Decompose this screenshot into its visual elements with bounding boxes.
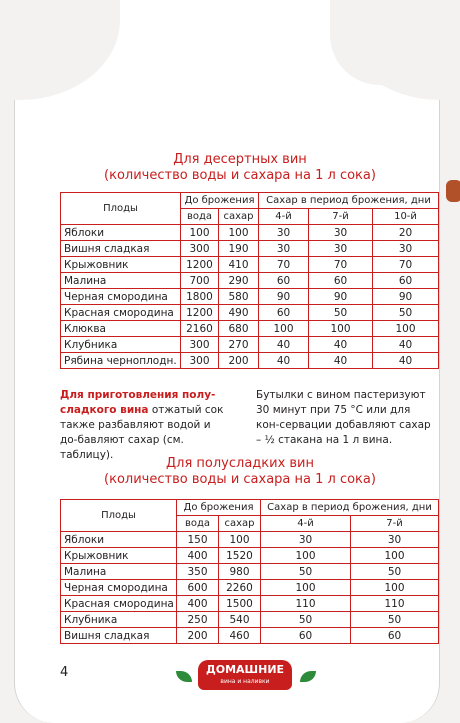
cell-day4: 60	[259, 305, 309, 321]
cell-fruit: Вишня сладкая	[61, 628, 177, 644]
cell-fruit: Клюква	[61, 321, 181, 337]
cell-sugar: 1520	[219, 548, 261, 564]
header-before: До брожения	[181, 193, 259, 209]
header-day10: 10-й	[373, 209, 439, 225]
cell-day4: 50	[261, 564, 351, 580]
table-row	[61, 628, 439, 644]
header-day7: 7-й	[351, 516, 439, 532]
section1-title	[40, 152, 440, 184]
section2-title	[40, 456, 440, 488]
table-row	[61, 612, 439, 628]
cell-fruit: Рябина черноплодн.	[61, 353, 181, 369]
cell-fruit: Красная смородина	[61, 305, 181, 321]
cell-fruit: Черная смородина	[61, 580, 177, 596]
header-day4: 4-й	[261, 516, 351, 532]
cell-day7: 100	[351, 580, 439, 596]
cell-sugar: 2260	[219, 580, 261, 596]
cell-water: 1800	[181, 289, 219, 305]
cell-water: 1200	[181, 257, 219, 273]
cell-water: 300	[181, 241, 219, 257]
cell-water: 300	[181, 337, 219, 353]
cell-fruit: Клубника	[61, 612, 177, 628]
section1-title-line2: (количество воды и сахара на 1 л сока)	[104, 168, 376, 183]
cell-sugar: 460	[219, 628, 261, 644]
cell-day4: 60	[259, 273, 309, 289]
cell-water: 250	[177, 612, 219, 628]
cell-sugar: 580	[219, 289, 259, 305]
cell-water: 600	[177, 580, 219, 596]
header-water: вода	[181, 209, 219, 225]
pasteurize-paragraph: Бутылки с вином пастеризуют 30 минут при 75 °С или для кон-сервации добавляют сахар – ½ стакана на 1 л вина.	[256, 389, 431, 446]
table-row	[61, 225, 439, 241]
cell-water: 300	[181, 353, 219, 369]
logo-line2: вина и наливки	[220, 678, 270, 685]
cell-day10: 40	[373, 337, 439, 353]
semi-sweet-paragraph-rest: отжатый сок также разбавляют водой и до-бавляют сахар (см. таблицу).	[60, 404, 224, 461]
cell-day4: 30	[259, 241, 309, 257]
cell-day7: 110	[351, 596, 439, 612]
header-fruits: Плоды	[61, 193, 181, 225]
cell-day10: 30	[373, 241, 439, 257]
page-number: 4	[60, 665, 69, 680]
brand-logo	[198, 660, 292, 690]
section2-title-line2: (количество воды и сахара на 1 л сока)	[104, 472, 376, 487]
table-row	[61, 241, 439, 257]
header-day4: 4-й	[259, 209, 309, 225]
cell-day4: 50	[261, 612, 351, 628]
cell-sugar: 490	[219, 305, 259, 321]
cell-day7: 100	[351, 548, 439, 564]
cell-day4: 60	[261, 628, 351, 644]
table-row	[61, 257, 439, 273]
cell-fruit: Вишня сладкая	[61, 241, 181, 257]
table-row	[61, 564, 439, 580]
table-row	[61, 337, 439, 353]
table-row	[61, 273, 439, 289]
cell-day7: 30	[309, 241, 373, 257]
cell-sugar: 1500	[219, 596, 261, 612]
cell-day4: 30	[261, 532, 351, 548]
logo-line1: ДОМАШНИЕ	[205, 663, 285, 676]
header-day7: 7-й	[309, 209, 373, 225]
cell-day7: 100	[309, 321, 373, 337]
cell-day7: 90	[309, 289, 373, 305]
cell-fruit: Малина	[61, 564, 177, 580]
cell-fruit: Крыжовник	[61, 257, 181, 273]
cell-day4: 70	[259, 257, 309, 273]
cell-day10: 60	[373, 273, 439, 289]
cell-sugar: 100	[219, 532, 261, 548]
header-sugar-period: Сахар в период брожения, дни	[259, 193, 439, 209]
dessert-wine-table	[60, 192, 439, 369]
table-row	[61, 532, 439, 548]
cell-day7: 50	[351, 612, 439, 628]
cell-fruit: Малина	[61, 273, 181, 289]
header-water: вода	[177, 516, 219, 532]
header-before: До брожения	[177, 500, 261, 516]
header-fruits: Плоды	[61, 500, 177, 532]
cell-sugar: 290	[219, 273, 259, 289]
cell-day7: 60	[309, 273, 373, 289]
cell-day4: 40	[259, 337, 309, 353]
cell-fruit: Черная смородина	[61, 289, 181, 305]
cell-sugar: 540	[219, 612, 261, 628]
cell-sugar: 980	[219, 564, 261, 580]
cell-sugar: 200	[219, 353, 259, 369]
section2-title-line1: Для полусладких вин	[165, 456, 315, 471]
table-row	[61, 580, 439, 596]
cell-day7: 50	[351, 564, 439, 580]
cell-water: 400	[177, 596, 219, 612]
semi-sweet-paragraph-bold: Для приготовления полу-сладкого вина	[60, 389, 216, 416]
table-row	[61, 353, 439, 369]
cell-day7: 30	[309, 225, 373, 241]
cell-fruit: Яблоки	[61, 225, 181, 241]
cell-water: 400	[177, 548, 219, 564]
header-sugar: сахар	[219, 209, 259, 225]
cell-water: 100	[181, 225, 219, 241]
table-row	[61, 321, 439, 337]
cell-day4: 100	[261, 548, 351, 564]
cell-fruit: Яблоки	[61, 532, 177, 548]
cell-water: 200	[177, 628, 219, 644]
cell-day10: 50	[373, 305, 439, 321]
cell-day4: 100	[261, 580, 351, 596]
cell-day7: 50	[309, 305, 373, 321]
side-mark	[446, 180, 460, 202]
cell-water: 1200	[181, 305, 219, 321]
cell-day10: 70	[373, 257, 439, 273]
cell-sugar: 410	[219, 257, 259, 273]
table-row	[61, 305, 439, 321]
cell-day7: 60	[351, 628, 439, 644]
table-row	[61, 596, 439, 612]
cell-sugar: 270	[219, 337, 259, 353]
cell-day10: 100	[373, 321, 439, 337]
cell-sugar: 100	[219, 225, 259, 241]
semi-sweet-paragraph	[60, 388, 230, 463]
cell-day4: 100	[259, 321, 309, 337]
header-sugar-period: Сахар в период брожения, дни	[261, 500, 439, 516]
cell-water: 700	[181, 273, 219, 289]
cell-fruit: Клубника	[61, 337, 181, 353]
table-row	[61, 548, 439, 564]
semi-sweet-wine-table	[60, 499, 439, 644]
cell-fruit: Крыжовник	[61, 548, 177, 564]
header-sugar: сахар	[219, 516, 261, 532]
cell-day7: 40	[309, 353, 373, 369]
cell-water: 2160	[181, 321, 219, 337]
cell-day10: 20	[373, 225, 439, 241]
cell-day7: 40	[309, 337, 373, 353]
cell-day7: 30	[351, 532, 439, 548]
cell-fruit: Красная смородина	[61, 596, 177, 612]
cell-day4: 30	[259, 225, 309, 241]
cell-day4: 110	[261, 596, 351, 612]
cell-sugar: 680	[219, 321, 259, 337]
table-row	[61, 289, 439, 305]
cell-water: 150	[177, 532, 219, 548]
cell-sugar: 190	[219, 241, 259, 257]
cell-day4: 40	[259, 353, 309, 369]
section1-title-line1: Для десертных вин	[173, 152, 307, 167]
cell-day10: 40	[373, 353, 439, 369]
cell-day7: 70	[309, 257, 373, 273]
cell-day10: 90	[373, 289, 439, 305]
cell-day4: 90	[259, 289, 309, 305]
cell-water: 350	[177, 564, 219, 580]
